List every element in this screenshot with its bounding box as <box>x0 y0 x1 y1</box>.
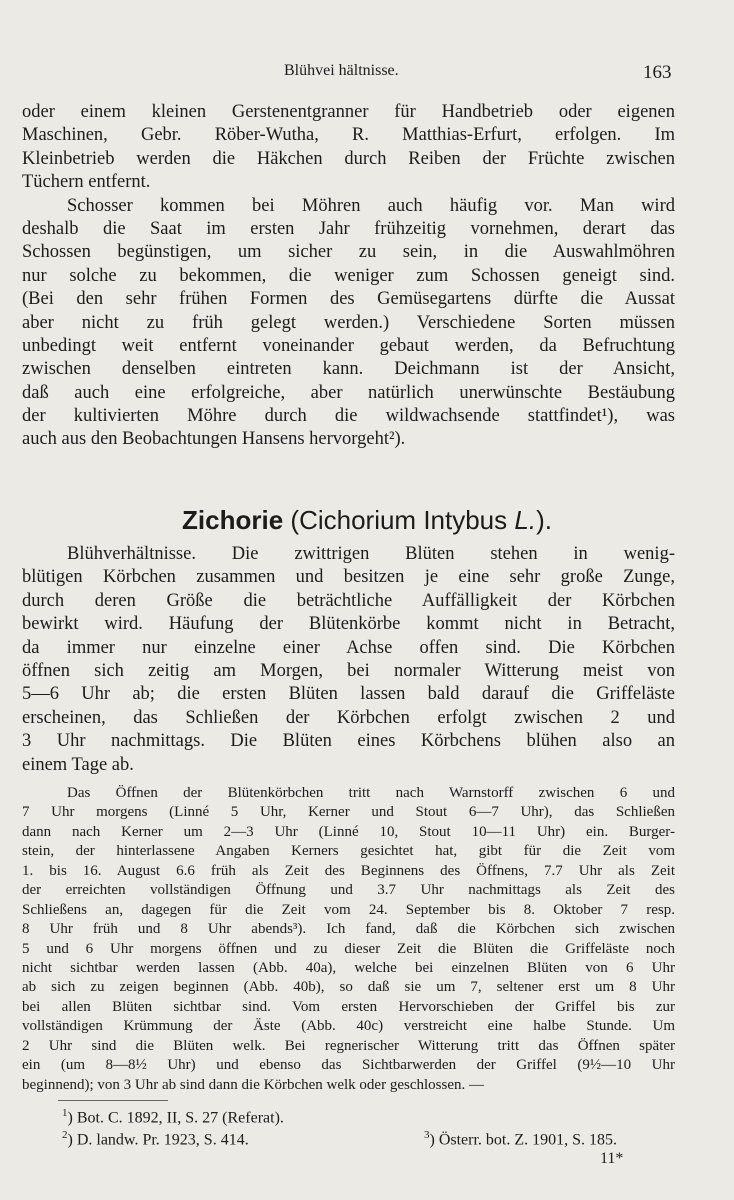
footnote-mark: 2 <box>62 1129 68 1141</box>
text-line: deshalb die Saat im ersten Jahr frühzeitig vornehmen, derart das <box>22 218 675 239</box>
text-line: blütigen Körbchen zusammen und besitzen je eine sehr große Zunge, <box>22 567 675 588</box>
text-line: 5 und 6 Uhr morgens öffnen und zu dieser Zeit die Blüten die Griffeläste noch <box>22 940 675 957</box>
text-line: 8 Uhr früh und 8 Uhr abends³). Ich fand, daß die Körbchen sich zwischen <box>22 921 675 938</box>
text-line: 5—6 Uhr ab; die ersten Blüten lassen bald darauf die Griffeläste <box>22 684 675 705</box>
text-line: Schosser kommen bei Möhren auch häufig vor. Man wird <box>67 195 675 216</box>
section-heading <box>0 505 734 536</box>
text-line: nicht sichtbar werden lassen (Abb. 40a), welche bei einzelnen Blüten von 6 Uhr <box>22 959 675 976</box>
footnote-text: D. landw. Pr. 1923, S. 414. <box>76 1131 249 1149</box>
text-line: beginnend); von 3 Uhr ab sind dann die Körbchen welk oder geschlossen. — <box>22 1076 484 1093</box>
footnote-1: $^1$) Bot. C. 1892, II, S. 27 (Referat). <box>62 1107 284 1127</box>
signature-mark: 11* <box>600 1150 624 1167</box>
text-line: 3 Uhr nachmittags. Die Blüten eines Körbchens blühen also an <box>22 731 675 752</box>
footnote-rule <box>58 1100 168 1101</box>
paragraph-harvest <box>22 101 675 452</box>
footnote-text: Österr. bot. Z. 1901, S. 185. <box>438 1131 618 1149</box>
text-line: ein (um 8—8½ Uhr) und ebenso das Sichtbarwerden der Griffel (9½—10 Uhr <box>22 1057 675 1074</box>
text-line: daß auch eine erfolgreiche, aber natürlich unerwünschte Bestäubung <box>22 382 675 403</box>
text-line: aber nicht zu früh gelegt werden.) Verschiedene Sorten müssen <box>22 312 675 333</box>
text-line: unbedingt weit entfernt voneinander gebaut werden, da Befruchtung <box>22 335 675 356</box>
text-line: ab sich zu zeigen beginnen (Abb. 40b), so daß sie um 7, seltener erst um 8 Uhr <box>22 979 675 996</box>
text-line: 7 Uhr morgens (Linné 5 Uhr, Kerner und Stout 6—7 Uhr), das Schließen <box>22 804 675 821</box>
text-line: bei allen Blüten sichtbar sind. Vom ersten Hervorschieben der Griffel bis zur <box>22 998 675 1015</box>
paragraph-small-print <box>22 784 675 1095</box>
text-line: 2 Uhr sind die Blüten welk. Bei regnerischer Witterung tritt das Öffnen später <box>22 1037 675 1054</box>
page-header <box>0 58 734 88</box>
text-line: zwischen denselben eintreten kann. Deichmann ist der Ansicht, <box>22 359 675 380</box>
heading-close: ). <box>536 505 552 535</box>
text-line: der kultivierten Möhre durch die wildwachsende stattfindet¹), was <box>22 406 675 427</box>
footnote-text: Bot. C. 1892, II, S. 27 (Referat). <box>76 1109 284 1127</box>
text-line: Maschinen, Gebr. Röber-Wutha, R. Matthias-Erfurt, erfolgen. Im <box>22 125 675 146</box>
text-line: Blühverhältnisse. Die zwittrigen Blüten stehen in wenig- <box>67 544 675 564</box>
running-head: Blühvei hältnisse. <box>284 62 399 79</box>
text-line: nur solche zu bekommen, die weniger zum Schossen geneigt sind. <box>22 265 675 286</box>
footnote-mark: 1 <box>62 1107 68 1119</box>
footnote-mark: 3 <box>424 1129 430 1141</box>
text-line: der erreichten vollständigen Öffnung und 3.7 Uhr nachmittags als Zeit des <box>22 882 675 899</box>
heading-author: L. <box>514 505 537 535</box>
text-line: einem Tage ab. <box>22 754 134 775</box>
text-line: stein, der hinterlassene Angaben Kerners gesichtet hat, gibt für die Zeit vom <box>22 843 675 860</box>
text-line: Schossen begünstigen, um sicher zu sein, in die Auswahlmöhren <box>22 242 675 263</box>
text-line: 1. bis 16. August 6.6 früh als Zeit des Beginnens des Öffnens, 7.7 Uhr als Zeit <box>22 862 675 879</box>
text-line: Schließens an, dagegen für die Zeit vom 24. September bis 8. Oktober 7 resp. <box>22 901 675 918</box>
heading-latin-name: (Cichorium Intybus <box>290 505 515 535</box>
footnote-2: $^2$) D. landw. Pr. 1923, S. 414. <box>62 1129 249 1149</box>
text-line: vollständigen Krümmung der Äste (Abb. 40c) verstreicht eine halbe Stunde. Um <box>22 1018 675 1035</box>
heading-title: Zichorie <box>182 505 284 535</box>
text-line: Kleinbetrieb werden die Häkchen durch Reiben der Früchte zwischen <box>22 148 675 169</box>
text-line: dann nach Kerner um 2—3 Uhr (Linné 10, Stout 10—11 Uhr) ein. Burger- <box>22 823 675 840</box>
footnote-3: $^3$) Österr. bot. Z. 1901, S. 185. <box>424 1129 618 1149</box>
text-line: Tüchern entfernt. <box>22 172 151 193</box>
text-line: oder einem kleinen Gerstenentgranner für Handbetrieb oder eigenen <box>22 102 675 122</box>
text-line: bewirkt wird. Häufung der Blütenkörbe kommt nicht in Betracht, <box>22 614 675 635</box>
text-line: auch aus den Beobachtungen Hansens hervorgeht²). <box>22 429 406 450</box>
text-line: Das Öffnen der Blütenkörbchen tritt nach Warnstorff zwischen 6 und <box>67 785 675 801</box>
text-line: öffnen sich zeitig am Morgen, bei normaler Witterung meist von <box>22 660 675 681</box>
text-line: da immer nur einzelne einer Achse offen sind. Die Körbchen <box>22 637 675 658</box>
text-line: (Bei den sehr frühen Formen des Gemüsegartens dürfte die Aussat <box>22 289 675 310</box>
paragraph-flowering <box>22 543 675 777</box>
text-line: durch deren Größe die beträchtliche Auffälligkeit der Körbchen <box>22 590 675 611</box>
text-line: erscheinen, das Schließen der Körbchen erfolgt zwischen 2 und <box>22 707 675 728</box>
page-number: 163 <box>643 62 672 83</box>
